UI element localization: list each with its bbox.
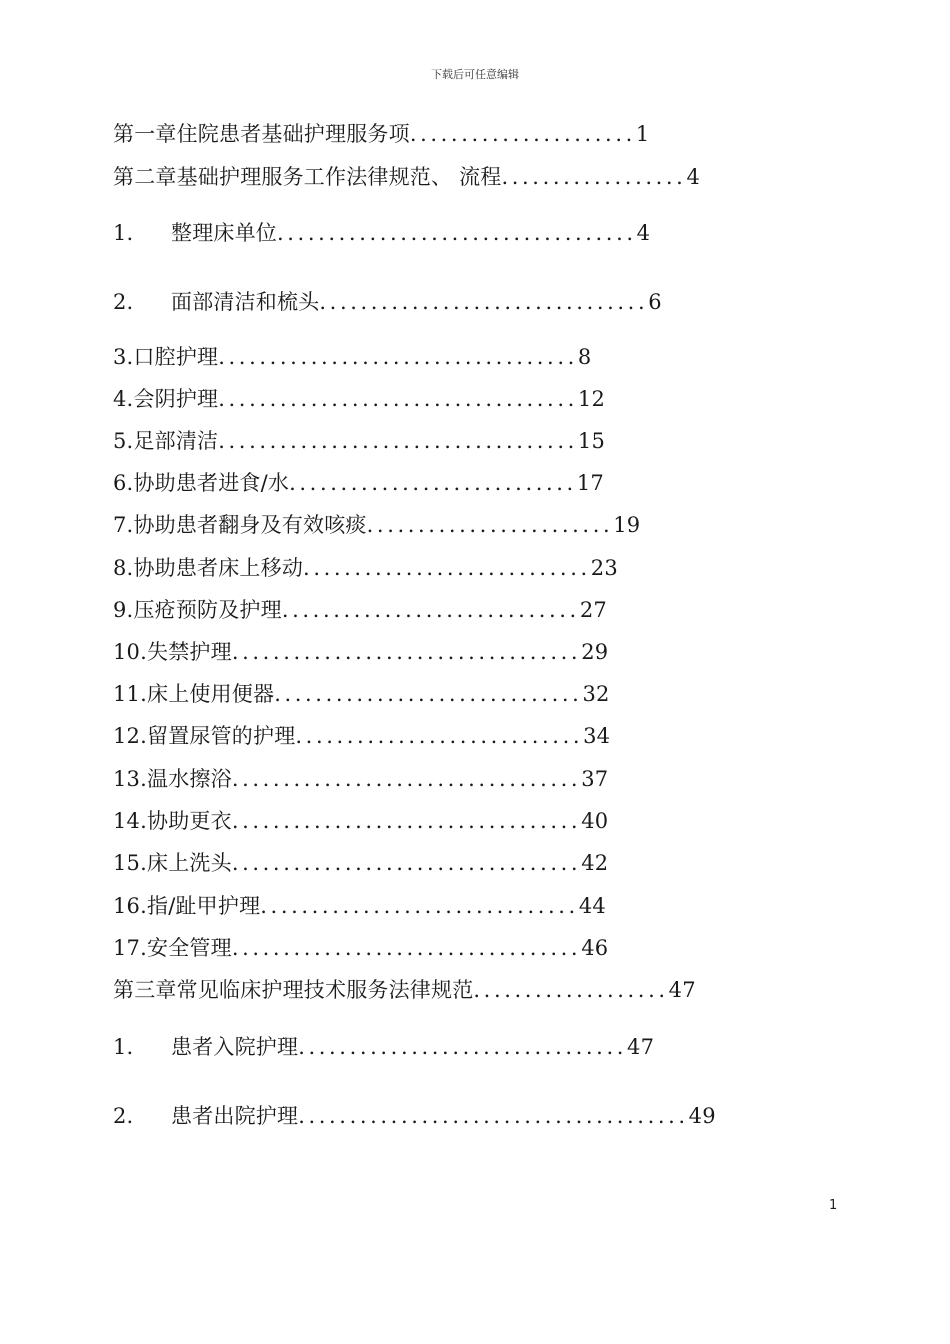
toc-entry-ch3-2[interactable] xyxy=(113,1104,716,1128)
toc-leader-dots: ................... xyxy=(473,978,669,1002)
toc-entry-number: 2. xyxy=(113,290,134,314)
toc-entry-number: 16. xyxy=(113,894,147,918)
toc-entry-number: 17. xyxy=(113,936,147,960)
toc-entry-number: 11. xyxy=(113,682,147,706)
toc-entry-title: 患者出院护理 xyxy=(171,1104,299,1128)
toc-leader-dots: ................................... xyxy=(218,387,578,411)
toc-entry-title: 协助患者床上移动 xyxy=(133,556,304,580)
toc-entry-page: 47 xyxy=(668,978,696,1002)
toc-entry-title: 床上使用便器 xyxy=(147,682,275,706)
toc-entry-chapter-1[interactable] xyxy=(113,122,649,146)
toc-entry-ch2-1[interactable] xyxy=(113,221,650,245)
toc-entry-number: 8. xyxy=(113,556,134,580)
toc-entry-number: 7. xyxy=(113,513,134,537)
toc-leader-dots: ............................ xyxy=(289,471,577,495)
toc-entry-number: 10. xyxy=(113,640,147,664)
toc-entry-title: 协助更衣 xyxy=(147,809,232,833)
toc-entry-number: 9. xyxy=(113,598,134,622)
toc-leader-dots: ............................ xyxy=(295,724,584,748)
toc-entry-page: 8 xyxy=(577,345,592,369)
toc-entry-ch2-7[interactable] xyxy=(113,513,640,537)
toc-entry-chapter-2[interactable] xyxy=(113,165,700,189)
toc-entry-title: 留置尿管的护理 xyxy=(147,724,296,748)
toc-entry-ch2-15[interactable] xyxy=(113,851,608,875)
toc-entry-page: 27 xyxy=(579,598,607,622)
toc-entry-title: 温水擦浴 xyxy=(147,767,232,791)
toc-entry-title: 整理床单位 xyxy=(171,221,277,245)
toc-leader-dots: .............................. xyxy=(274,682,583,706)
toc-leader-dots: .................. xyxy=(501,165,687,189)
toc-entry-page: 17 xyxy=(576,471,604,495)
toc-leader-dots: .................................. xyxy=(231,809,582,833)
toc-entry-ch2-17[interactable] xyxy=(113,936,608,960)
toc-entry-title: 失禁护理 xyxy=(147,640,232,664)
toc-leader-dots: ............................ xyxy=(303,556,591,580)
toc-entry-number: 12. xyxy=(113,724,147,748)
toc-entry-title: 指/趾甲护理 xyxy=(147,894,261,918)
toc-entry-ch3-1[interactable] xyxy=(113,1035,654,1059)
toc-entry-page: 12 xyxy=(577,387,606,411)
toc-leader-dots: ................................... xyxy=(218,429,578,453)
toc-entry-title: 患者入院护理 xyxy=(171,1035,299,1059)
toc-entry-number: 1. xyxy=(113,221,134,245)
toc-entry-page: 32 xyxy=(582,682,610,706)
toc-leader-dots: ................................ xyxy=(319,290,649,314)
toc-entry-page: 15 xyxy=(577,429,606,453)
toc-leader-dots: ...................... xyxy=(409,122,636,146)
toc-entry-number: 6. xyxy=(113,471,134,495)
toc-entry-page: 46 xyxy=(581,936,609,960)
toc-entry-number: 3. xyxy=(113,345,134,369)
toc-entry-page: 19 xyxy=(613,513,641,537)
toc-entry-title: 协助患者翻身及有效咳痰 xyxy=(133,513,367,537)
toc-entry-ch2-2[interactable] xyxy=(113,290,662,314)
toc-leader-dots: .................................. xyxy=(231,936,582,960)
toc-entry-ch2-3[interactable] xyxy=(113,345,591,369)
toc-entry-title: 第一章住院患者基础护理服务项 xyxy=(113,122,410,146)
toc-entry-page: 6 xyxy=(648,290,662,314)
toc-entry-ch2-5[interactable] xyxy=(113,429,605,453)
toc-entry-number: 5. xyxy=(113,429,134,453)
page-header: 下载后可任意编辑 xyxy=(431,68,519,81)
toc-entry-page: 23 xyxy=(590,556,618,580)
toc-leader-dots: ........................ xyxy=(366,513,614,537)
toc-entry-ch2-14[interactable] xyxy=(113,809,608,833)
toc-entry-title: 第三章常见临床护理技术服务法律规范 xyxy=(113,978,474,1002)
toc-entry-ch2-9[interactable] xyxy=(113,598,607,622)
toc-entry-ch2-16[interactable] xyxy=(113,894,606,918)
toc-leader-dots: .................................. xyxy=(231,851,582,875)
toc-entry-title: 第二章基础护理服务工作法律规范、 流程 xyxy=(113,165,502,189)
toc-entry-page: 4 xyxy=(636,221,651,245)
toc-entry-ch2-11[interactable] xyxy=(113,682,610,706)
toc-entry-title: 口腔护理 xyxy=(133,345,219,369)
toc-entry-chapter-3[interactable] xyxy=(113,978,696,1002)
toc-entry-number: 13. xyxy=(113,767,147,791)
toc-entry-number: 1. xyxy=(113,1035,134,1059)
toc-leader-dots: ................................ xyxy=(298,1035,628,1059)
toc-entry-title: 足部清洁 xyxy=(133,429,219,453)
toc-entry-title: 面部清洁和梳头 xyxy=(171,290,320,314)
toc-entry-number: 15. xyxy=(113,851,147,875)
toc-entry-ch2-6[interactable] xyxy=(113,471,604,495)
toc-entry-page: 4 xyxy=(686,165,701,189)
toc-entry-ch2-12[interactable] xyxy=(113,724,610,748)
toc-leader-dots: ............................. xyxy=(281,598,580,622)
toc-leader-dots: ................................... xyxy=(277,221,637,245)
toc-entry-page: 29 xyxy=(581,640,609,664)
toc-entry-title: 床上洗头 xyxy=(147,851,232,875)
toc-entry-title: 协助患者进食/水 xyxy=(133,471,290,495)
toc-entry-ch2-8[interactable] xyxy=(113,556,618,580)
toc-entry-page: 1 xyxy=(635,122,650,146)
toc-entry-number: 14. xyxy=(113,809,147,833)
toc-entry-title: 安全管理 xyxy=(147,936,232,960)
toc-entry-title: 会阴护理 xyxy=(133,387,219,411)
toc-entry-page: 37 xyxy=(581,767,609,791)
toc-entry-ch2-4[interactable] xyxy=(113,387,605,411)
toc-entry-ch2-10[interactable] xyxy=(113,640,608,664)
toc-entry-page: 49 xyxy=(688,1104,716,1128)
toc-entry-page: 47 xyxy=(627,1035,655,1059)
toc-entry-number: 2. xyxy=(113,1104,134,1128)
page-number: 1 xyxy=(829,1198,838,1213)
toc-entry-page: 40 xyxy=(581,809,609,833)
toc-leader-dots: .................................. xyxy=(231,767,582,791)
toc-entry-page: 42 xyxy=(581,851,609,875)
toc-entry-number: 4. xyxy=(113,387,134,411)
toc-entry-title: 压疮预防及护理 xyxy=(133,598,282,622)
toc-leader-dots: ............................... xyxy=(260,894,579,918)
toc-leader-dots: ................................... xyxy=(218,345,578,369)
toc-entry-page: 34 xyxy=(583,724,611,748)
toc-entry-page: 44 xyxy=(578,894,606,918)
toc-leader-dots: ...................................... xyxy=(298,1104,689,1128)
toc-entry-ch2-13[interactable] xyxy=(113,767,608,791)
toc-leader-dots: .................................. xyxy=(231,640,582,664)
